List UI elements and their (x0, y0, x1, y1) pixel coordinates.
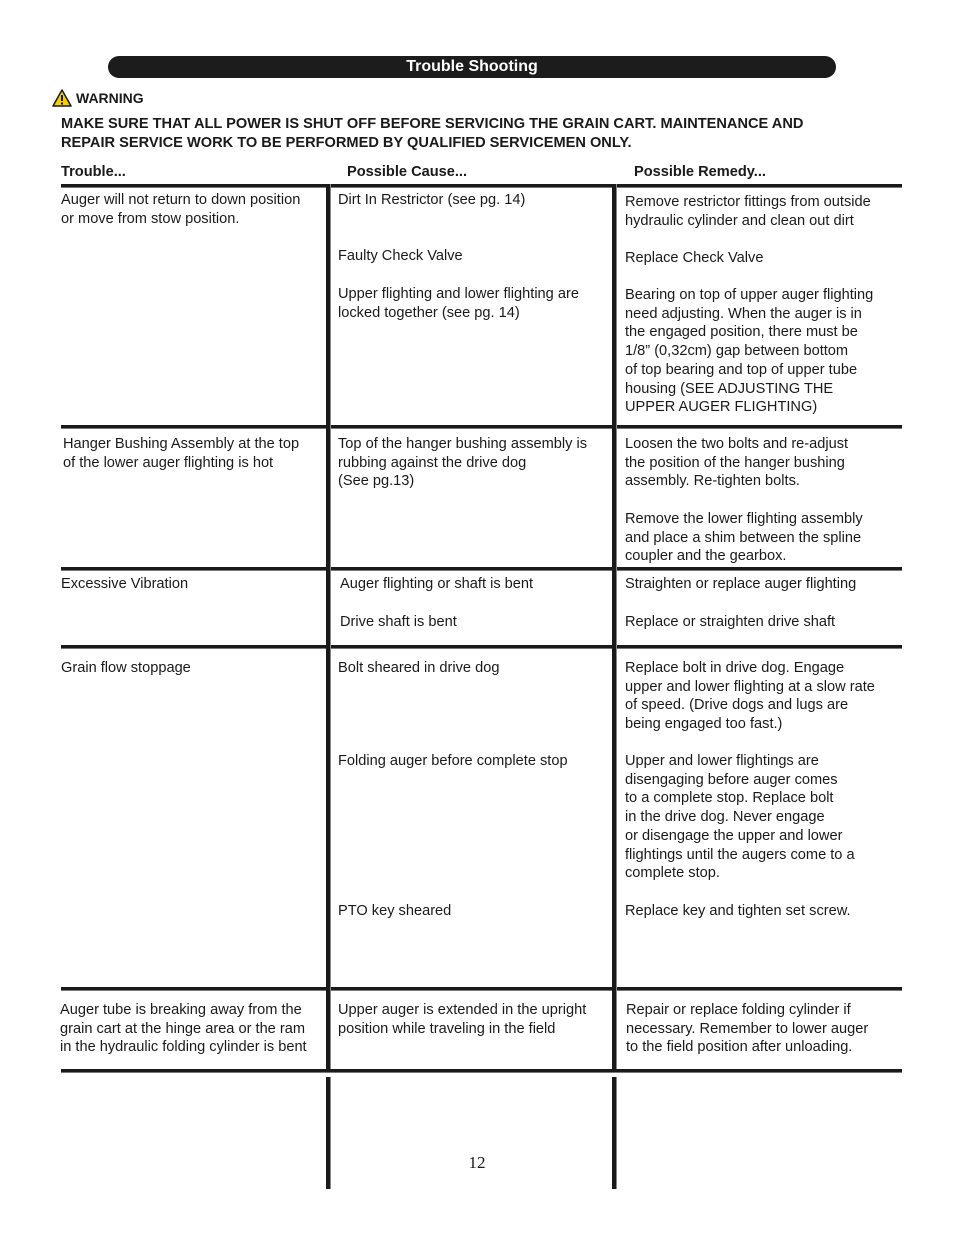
cause-cell: Top of the hanger bushing assembly is rubbing against the drive dog (See pg.13) (338, 436, 588, 490)
remedy-cell: Remove the lower flighting assembly and place a shim between the spline coupler and the gearbox. (625, 511, 863, 565)
cause-cell: Dirt In Restrictor (see pg. 14) (338, 192, 526, 208)
cause-cell: Upper flighting and lower flighting are locked together (see pg. 14) (338, 286, 579, 321)
cause-cell: PTO key sheared (338, 903, 452, 919)
column-divider (612, 184, 617, 1069)
cause-cell: Faulty Check Valve (338, 248, 463, 264)
table-rule (61, 567, 902, 571)
remedy-cell: Upper and lower flightings are disengaging before auger comes to a complete stop. Replace bolt in the drive dog. Never engage or disengage the upper and lower flightings until the augers come to a complete stop. (625, 753, 855, 882)
header-cause: Possible Cause... (347, 164, 468, 180)
page-title: Trouble Shooting (108, 56, 836, 78)
remedy-cell: Replace Check Valve (625, 250, 764, 266)
cause-cell: Bolt sheared in drive dog (338, 660, 500, 676)
warning-icon (52, 89, 72, 107)
trouble-cell: Auger will not return to down position or move from stow position. (61, 192, 301, 227)
table-rule (61, 1069, 902, 1073)
remedy-cell: Replace key and tighten set screw. (625, 903, 851, 919)
cause-cell: Folding auger before complete stop (338, 753, 568, 769)
warning-label-text: WARNING (76, 90, 144, 106)
remedy-cell: Remove restrictor fittings from outside hydraulic cylinder and clean out dirt (625, 194, 871, 229)
remedy-cell: Bearing on top of upper auger flighting need adjusting. When the auger is in the engaged position, there must be 1/8” (0,32cm) gap between bottom of top bearing and top of upper tube housing (SEE ADJUSTING THE UPPER AUGER FLIGHTING) (625, 287, 874, 416)
header-remedy: Possible Remedy... (634, 164, 766, 180)
cause-cell: Drive shaft is bent (340, 614, 457, 630)
trouble-cell: Hanger Bushing Assembly at the top of the lower auger flighting is hot (63, 436, 300, 471)
table-rule (61, 987, 902, 991)
table-rule (61, 425, 902, 429)
page-number: 12 (468, 1153, 486, 1172)
cause-cell: Auger flighting or shaft is bent (340, 576, 534, 592)
remedy-cell: Replace or straighten drive shaft (625, 614, 836, 630)
trouble-cell: Excessive Vibration (61, 576, 189, 592)
header-trouble: Trouble... (61, 164, 126, 180)
cause-cell: Upper auger is extended in the upright position while traveling in the field (338, 1002, 587, 1037)
remedy-cell: Replace bolt in drive dog. Engage upper and lower flighting at a slow rate of speed. (Drive dogs and lugs are being engaged too fast.) (625, 660, 875, 733)
table-rule (61, 645, 902, 649)
trouble-cell: Auger tube is breaking away from the grain cart at the hinge area or the ram in the hydraulic folding cylinder is bent (60, 1002, 307, 1056)
table-rule (61, 184, 902, 188)
warning-text: MAKE SURE THAT ALL POWER IS SHUT OFF BEFORE SERVICING THE GRAIN CART. MAINTENANCE AND REPAIR SERVICE WORK TO BE PERFORMED BY QUALIFIED SERVICEMEN ONLY. (61, 116, 804, 151)
remedy-cell: Straighten or replace auger flighting (625, 576, 857, 592)
remedy-cell: Loosen the two bolts and re-adjust the position of the hanger bushing assembly. Re-tighten bolts. (625, 436, 849, 490)
trouble-cell: Grain flow stoppage (61, 660, 191, 676)
remedy-cell: Repair or replace folding cylinder if necessary. Remember to lower auger to the field position after unloading. (626, 1002, 869, 1056)
column-divider (326, 184, 331, 1069)
warning-label (52, 89, 144, 107)
